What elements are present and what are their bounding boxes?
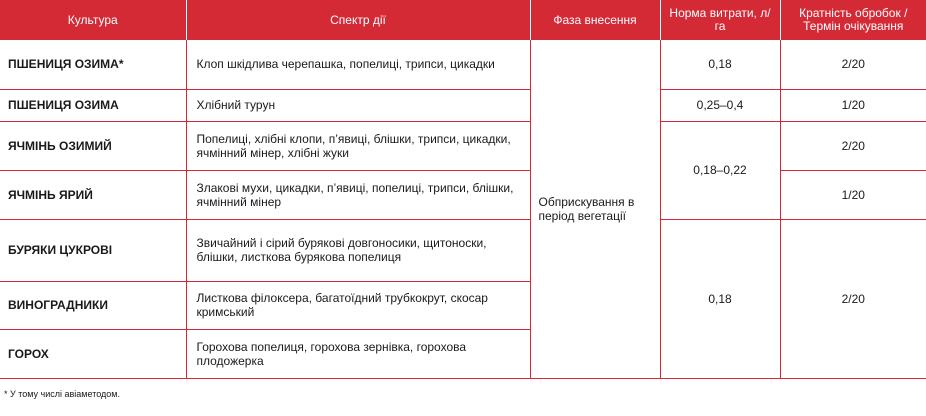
crop-cell: ЯЧМІНЬ ОЗИМИЙ bbox=[0, 121, 186, 170]
spectrum-cell: Попелиці, хлібні клопи, п’явиці, блішки, трипси, цикадки, ячмінний мінер, хлібні жуки bbox=[186, 121, 530, 170]
spectrum-cell: Хлібний турун bbox=[186, 89, 530, 121]
table-row bbox=[0, 219, 926, 281]
table-row bbox=[0, 89, 926, 121]
footnote: * У тому числі авіаметодом. bbox=[4, 389, 120, 399]
frequency-cell: 1/20 bbox=[780, 170, 926, 219]
crop-cell: ЯЧМІНЬ ЯРИЙ bbox=[0, 170, 186, 219]
header-norm: Норма витрати, л/га bbox=[660, 0, 780, 40]
spectrum-cell: Горохова попелиця, горохова зернівка, горохова плодожерка bbox=[186, 329, 530, 378]
table-row bbox=[0, 121, 926, 170]
norm-cell: 0,18 bbox=[660, 40, 780, 89]
table-header-row bbox=[0, 0, 926, 40]
phase-cell: Обприскування в період вегетації bbox=[530, 40, 660, 378]
crop-cell: ВИНОГРАДНИКИ bbox=[0, 281, 186, 329]
norm-cell: 0,18–0,22 bbox=[660, 121, 780, 219]
header-phase: Фаза внесення bbox=[530, 0, 660, 40]
norm-cell: 0,25–0,4 bbox=[660, 89, 780, 121]
table-row bbox=[0, 40, 926, 89]
norm-cell: 0,18 bbox=[660, 219, 780, 378]
frequency-cell: 1/20 bbox=[780, 89, 926, 121]
table-row bbox=[0, 170, 926, 219]
crop-cell: ПШЕНИЦЯ ОЗИМА* bbox=[0, 40, 186, 89]
header-frequency: Кратність обробок / Термін очікування bbox=[780, 0, 926, 40]
frequency-cell: 2/20 bbox=[780, 40, 926, 89]
crop-cell: ГОРОХ bbox=[0, 329, 186, 378]
frequency-cell: 2/20 bbox=[780, 121, 926, 170]
spectrum-cell: Звичайний і сірий бурякові довгоносики, щитоноски, блішки, листкова бурякова попелиця bbox=[186, 219, 530, 281]
frequency-cell: 2/20 bbox=[780, 219, 926, 378]
spectrum-cell: Листкова філоксера, багатоїдний трубкокрут, скосар кримський bbox=[186, 281, 530, 329]
spectrum-cell: Злакові мухи, цикадки, п’явиці, попелиці, трипси, блішки, ячмінний мінер bbox=[186, 170, 530, 219]
crop-cell: ПШЕНИЦЯ ОЗИМА bbox=[0, 89, 186, 121]
crop-cell: БУРЯКИ ЦУКРОВІ bbox=[0, 219, 186, 281]
header-spectrum: Спектр дії bbox=[186, 0, 530, 40]
header-crop: Культура bbox=[0, 0, 186, 40]
spectrum-cell: Клоп шкідлива черепашка, попелиці, трипси, цикадки bbox=[186, 40, 530, 89]
